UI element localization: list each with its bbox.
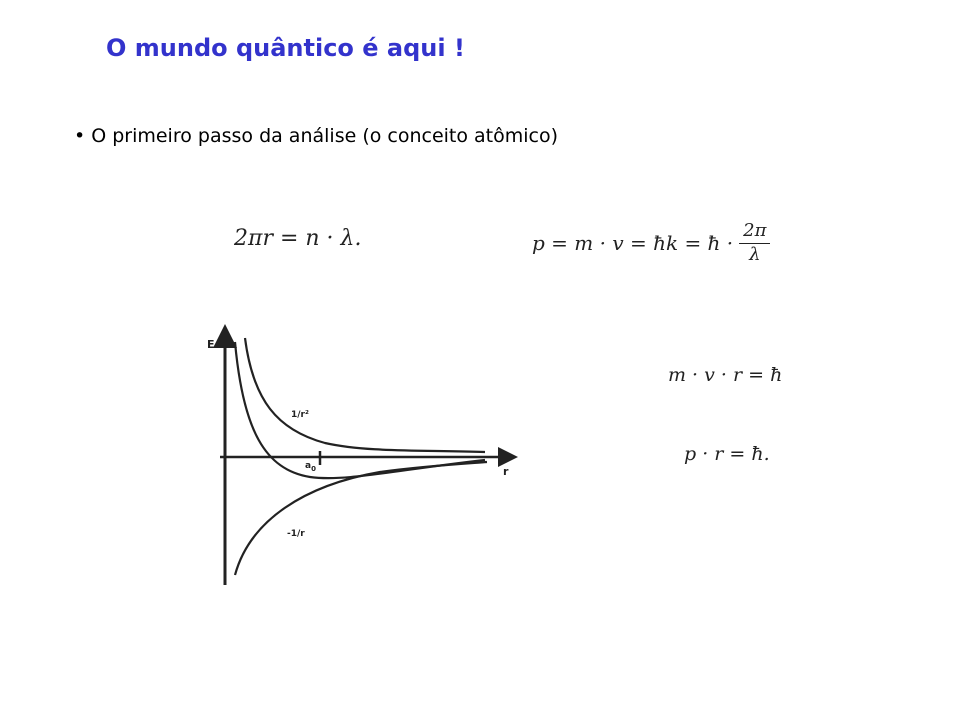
bullet-item bbox=[74, 125, 558, 147]
x-axis-label: r bbox=[503, 465, 509, 478]
equation-momentum-radius: p · r = ħ. bbox=[684, 443, 770, 465]
fraction-denominator: λ bbox=[749, 244, 761, 265]
curve-inverse bbox=[235, 462, 487, 575]
equation-circumference: 2πr = n · λ. bbox=[234, 226, 362, 251]
fraction-numerator: 2π bbox=[739, 220, 770, 244]
bullet-marker: • bbox=[74, 125, 86, 147]
slide-title: O mundo quântico é aqui ! bbox=[106, 34, 465, 62]
minimum-label-a: a bbox=[305, 461, 312, 471]
minimum-label-subscript: 0 bbox=[311, 465, 316, 473]
equation-momentum bbox=[532, 220, 770, 266]
equation-momentum-prefix: p = m · v = ħk = ħ · bbox=[532, 231, 734, 255]
y-axis-label: E bbox=[207, 338, 215, 351]
curve-lower-label: -1/r bbox=[287, 529, 305, 539]
curve-upper-label: 1/r² bbox=[291, 410, 309, 420]
bullet-text: O primeiro passo da análise (o conceito atômico) bbox=[91, 125, 559, 147]
minimum-label bbox=[305, 461, 316, 473]
curve-inverse-square bbox=[245, 338, 485, 452]
energy-diagram bbox=[195, 320, 535, 590]
equation-angular-momentum: m · v · r = ħ bbox=[668, 364, 783, 386]
fraction bbox=[739, 220, 770, 266]
